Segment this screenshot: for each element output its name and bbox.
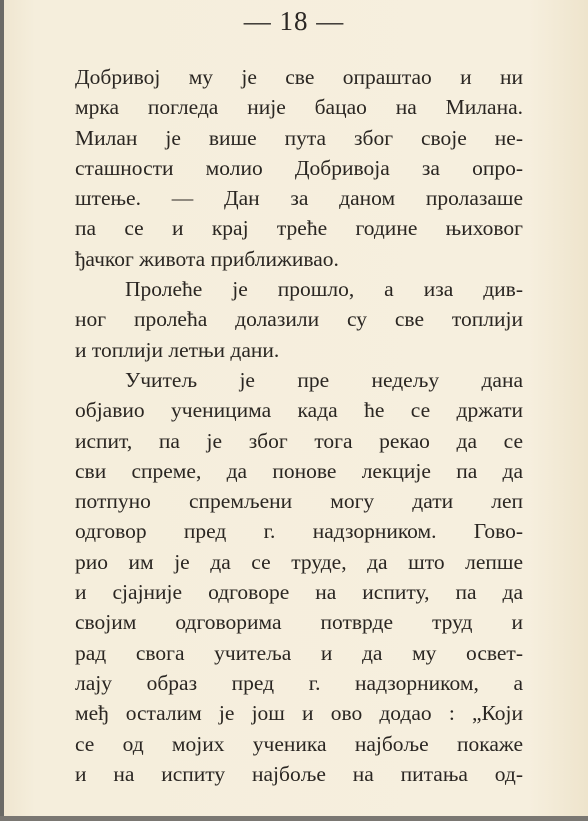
page-number-header: — 18 — [243, 6, 345, 36]
text-line: рад свога учитеља и да му освет- [75, 640, 523, 665]
text-line: објавио ученицима када ће се држати [75, 398, 523, 423]
text-line: одговор пред г. надзорником. Гово- [75, 519, 523, 544]
page-bottom-edge [0, 816, 588, 821]
text-line: испит, па је због тога рекао да се [75, 428, 523, 453]
text-line: и на испиту најбоље на питања од- [75, 761, 523, 786]
text-line: и топлији летњи дани. [75, 337, 280, 362]
text-line: сташности молио Добривоја за опро- [75, 155, 523, 180]
text-line: Учитељ је пре недељу дана [125, 367, 523, 392]
text-line: лају образ пред г. надзорником, а [75, 670, 523, 695]
text-line: потпуно спремљени могу дати леп [75, 489, 523, 514]
text-line: и сјајније одговоре на испиту, па да [75, 580, 523, 605]
text-line: Пролеће је прошло, а иза див- [125, 277, 523, 302]
text-line: Милан је више пута због своје не- [75, 125, 523, 150]
text-line: се од мојих ученика најбоље покаже [75, 731, 523, 756]
text-line: међ осталим је још и ово додао : „Који [75, 701, 523, 726]
text-line: па се и крај треће године њиховог [75, 216, 523, 241]
text-line: ног пролећа долазили су све топлији [75, 307, 523, 332]
page-body-text [75, 62, 523, 789]
text-line: Добривој му је све опраштао и ни [75, 65, 523, 89]
text-line: ђачког живота приближивао. [75, 246, 339, 271]
page-left-edge [0, 0, 4, 821]
text-line: штење. — Дан за даном пролазаше [75, 186, 523, 211]
text-line: мрка погледа није бацао на Милана. [75, 95, 523, 120]
text-line: својим одговорима потврде труд и [75, 610, 523, 635]
text-line: рио им је да се труде, да што лепше [75, 549, 523, 574]
text-line: сви спреме, да понове лекције па да [75, 458, 523, 483]
